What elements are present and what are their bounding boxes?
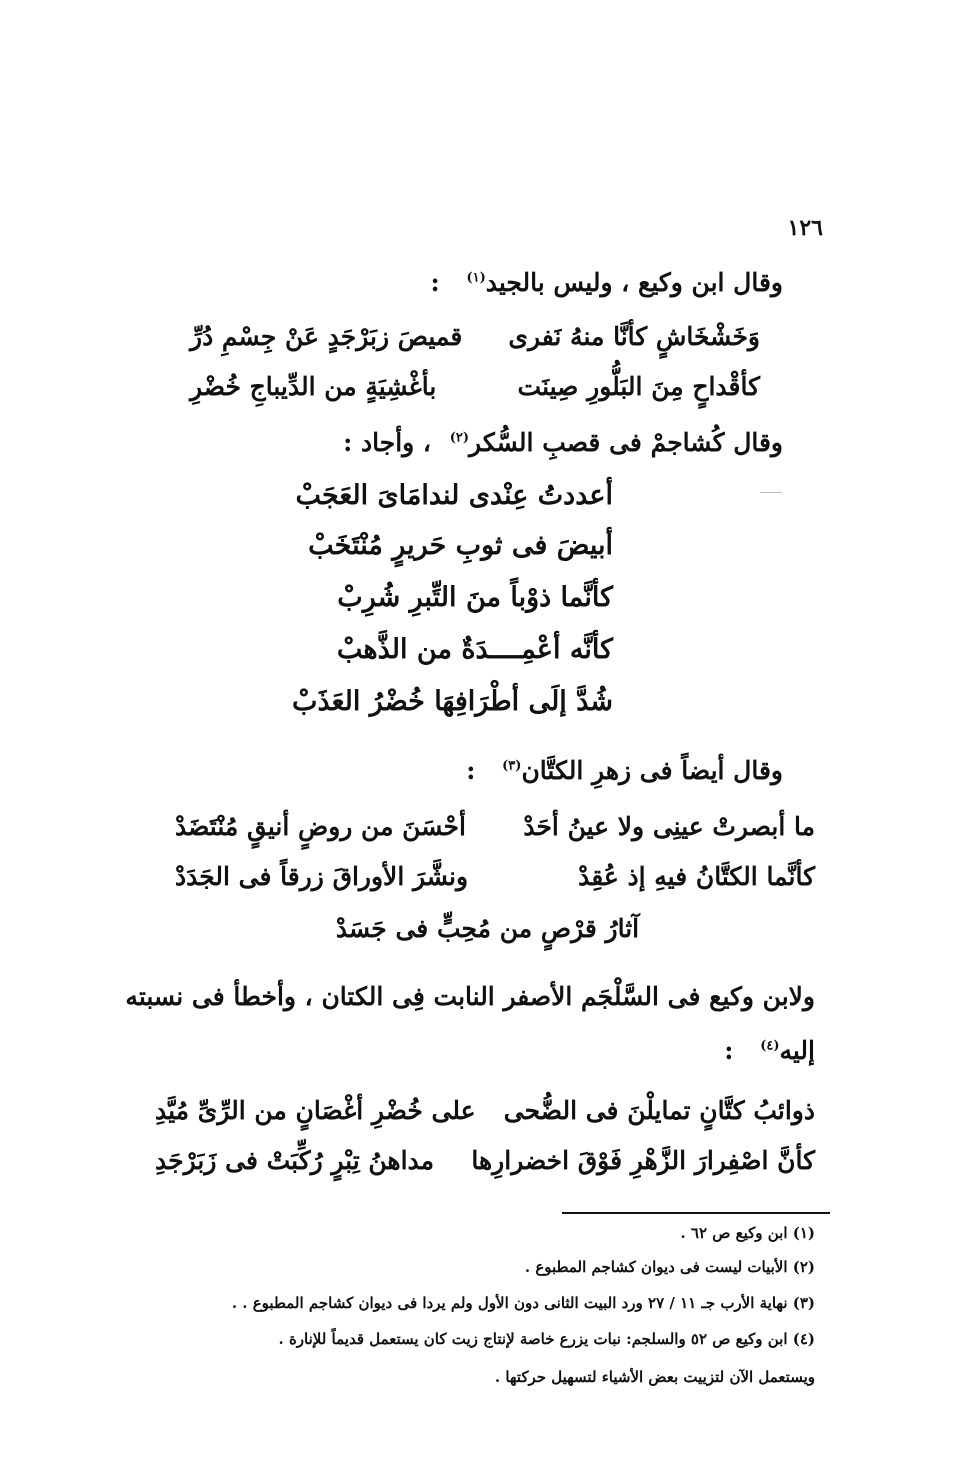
verse-row — [190, 372, 760, 401]
footnote-1: (١) ابن وكيع ص ٦٢ . — [680, 1224, 815, 1242]
prose-text: إليه — [779, 1036, 815, 1065]
footnote-ref-1: (١) — [466, 270, 486, 286]
hemistich-left: ونشَّرَ الأوراقَ زرقاً فى الجَدَدْ — [175, 862, 469, 891]
stanza-line: كأنَّما ذوْباً منَ التِّبرِ شُرِبْ — [337, 582, 613, 613]
intro-text: وقال ابن وكيع ، وليس بالجيد — [485, 268, 783, 297]
hemistich-left: على خُضْرِ أغْصَانٍ من الرِّىِّ مُيَّدِ — [155, 1096, 476, 1125]
footnote-separator — [562, 1212, 830, 1214]
intro-end: ، وأجاد : — [343, 428, 432, 457]
hemistich-right: كأقْداحٍ مِنَ البَلُّورِ صِينَت — [517, 372, 760, 401]
hemistich-right: ذوائبُ كتَّانٍ تمايلْنَ فى الضُّحى — [503, 1096, 815, 1125]
hemistich-right: كأنَّ اصْفِرارَ الزَّهْرِ فَوْقَ اخضرارِها — [471, 1146, 815, 1175]
footnote-ref-2: (٢) — [449, 430, 470, 446]
verse-row — [190, 322, 760, 351]
footnote-ref-3: (٣) — [502, 758, 522, 774]
prose-colon: : — [724, 1036, 734, 1065]
hemistich-left: مداهنُ تِبْرٍ رُكِّبَتْ فى زَبَرْجَدِ — [155, 1146, 435, 1175]
footnote-ref-4: (٤) — [760, 1038, 780, 1054]
verse-row — [155, 1146, 815, 1175]
stanza-line: أبيضَ فى ثوبِ حَريرٍ مُنْتَخَبْ — [308, 530, 613, 561]
section-intro-ibn-wakee — [430, 268, 783, 297]
section-intro-kushajim — [343, 428, 783, 457]
page-number: ١٢٦ — [787, 215, 823, 241]
hemistich-right: كأنَّما الكتَّانُ فيهِ إذ عُقِدْ — [578, 862, 815, 891]
hemistich-left: قميصَ زبَرْجَدٍ عَنْ جِسْمِ دُرِّ — [190, 322, 463, 351]
intro-colon: : — [430, 268, 440, 297]
prose-line-end — [724, 1036, 815, 1065]
intro-text: وقال كُشاجمْ فى قصبِ السُّكر — [469, 428, 783, 457]
footnote-4: (٤) ابن وكيع ص ٥٢ والسلجم: نبات يزرع خاصة لإنتاج زيت كان يستعمل قديماً للإنارة . — [278, 1330, 815, 1348]
hemistich-right: ما أبصرتْ عينِى ولا عينُ أحَدْ — [523, 812, 815, 841]
footnote-2: (٢) الأبيات ليست فى ديوان كشاجم المطبوع . — [524, 1258, 815, 1276]
stray-mark — [760, 492, 782, 493]
stanza-line: أعددتُ عِنْدى لندامَاىَ العَجَبْ — [295, 480, 613, 511]
stanza-line: كأنَّه أعْمِــــدَةٌ من الذَّهبْ — [336, 634, 613, 665]
footnote-4-continuation: ويستعمل الآن لتزييت بعض الأشياء لتسهيل حركتها . — [494, 1368, 815, 1386]
intro-text: وقال أيضاً فى زهرِ الكتَّان — [521, 756, 783, 785]
prose-line: ولابن وكيع فى السَّلْجَم الأصفر النابت فِى الكتان ، وأخطأ فى نسبته — [125, 982, 815, 1011]
section-intro-kattan — [466, 756, 783, 785]
verse-row — [155, 1096, 815, 1125]
footnote-3: (٣) نهاية الأرب جـ ١١ / ٢٧ ورد البيت الثانى دون الأول ولم يردا فى ديوان كشاجم المطبوع . . — [231, 1294, 815, 1312]
intro-colon: : — [466, 756, 476, 785]
hemistich-right: وَخَشْخَاشٍ كأنَّا منهُ نَفرى — [508, 322, 760, 351]
stanza-line: شُدَّ إلَى أطْرَافِهَا خُضْرُ العَذَبْ — [292, 686, 613, 717]
hemistich-left: بأغْشِيَةٍ من الدِّيباجِ خُضْرِ — [190, 372, 437, 401]
closing-line: آثارُ قرْصٍ من مُحِبٍّ فى جَسَدْ — [335, 914, 640, 943]
hemistich-left: أحْسَنَ من روضٍ أنيقٍ مُنْتَضَدْ — [175, 812, 466, 841]
verse-row — [175, 812, 815, 841]
verse-row — [175, 862, 815, 891]
